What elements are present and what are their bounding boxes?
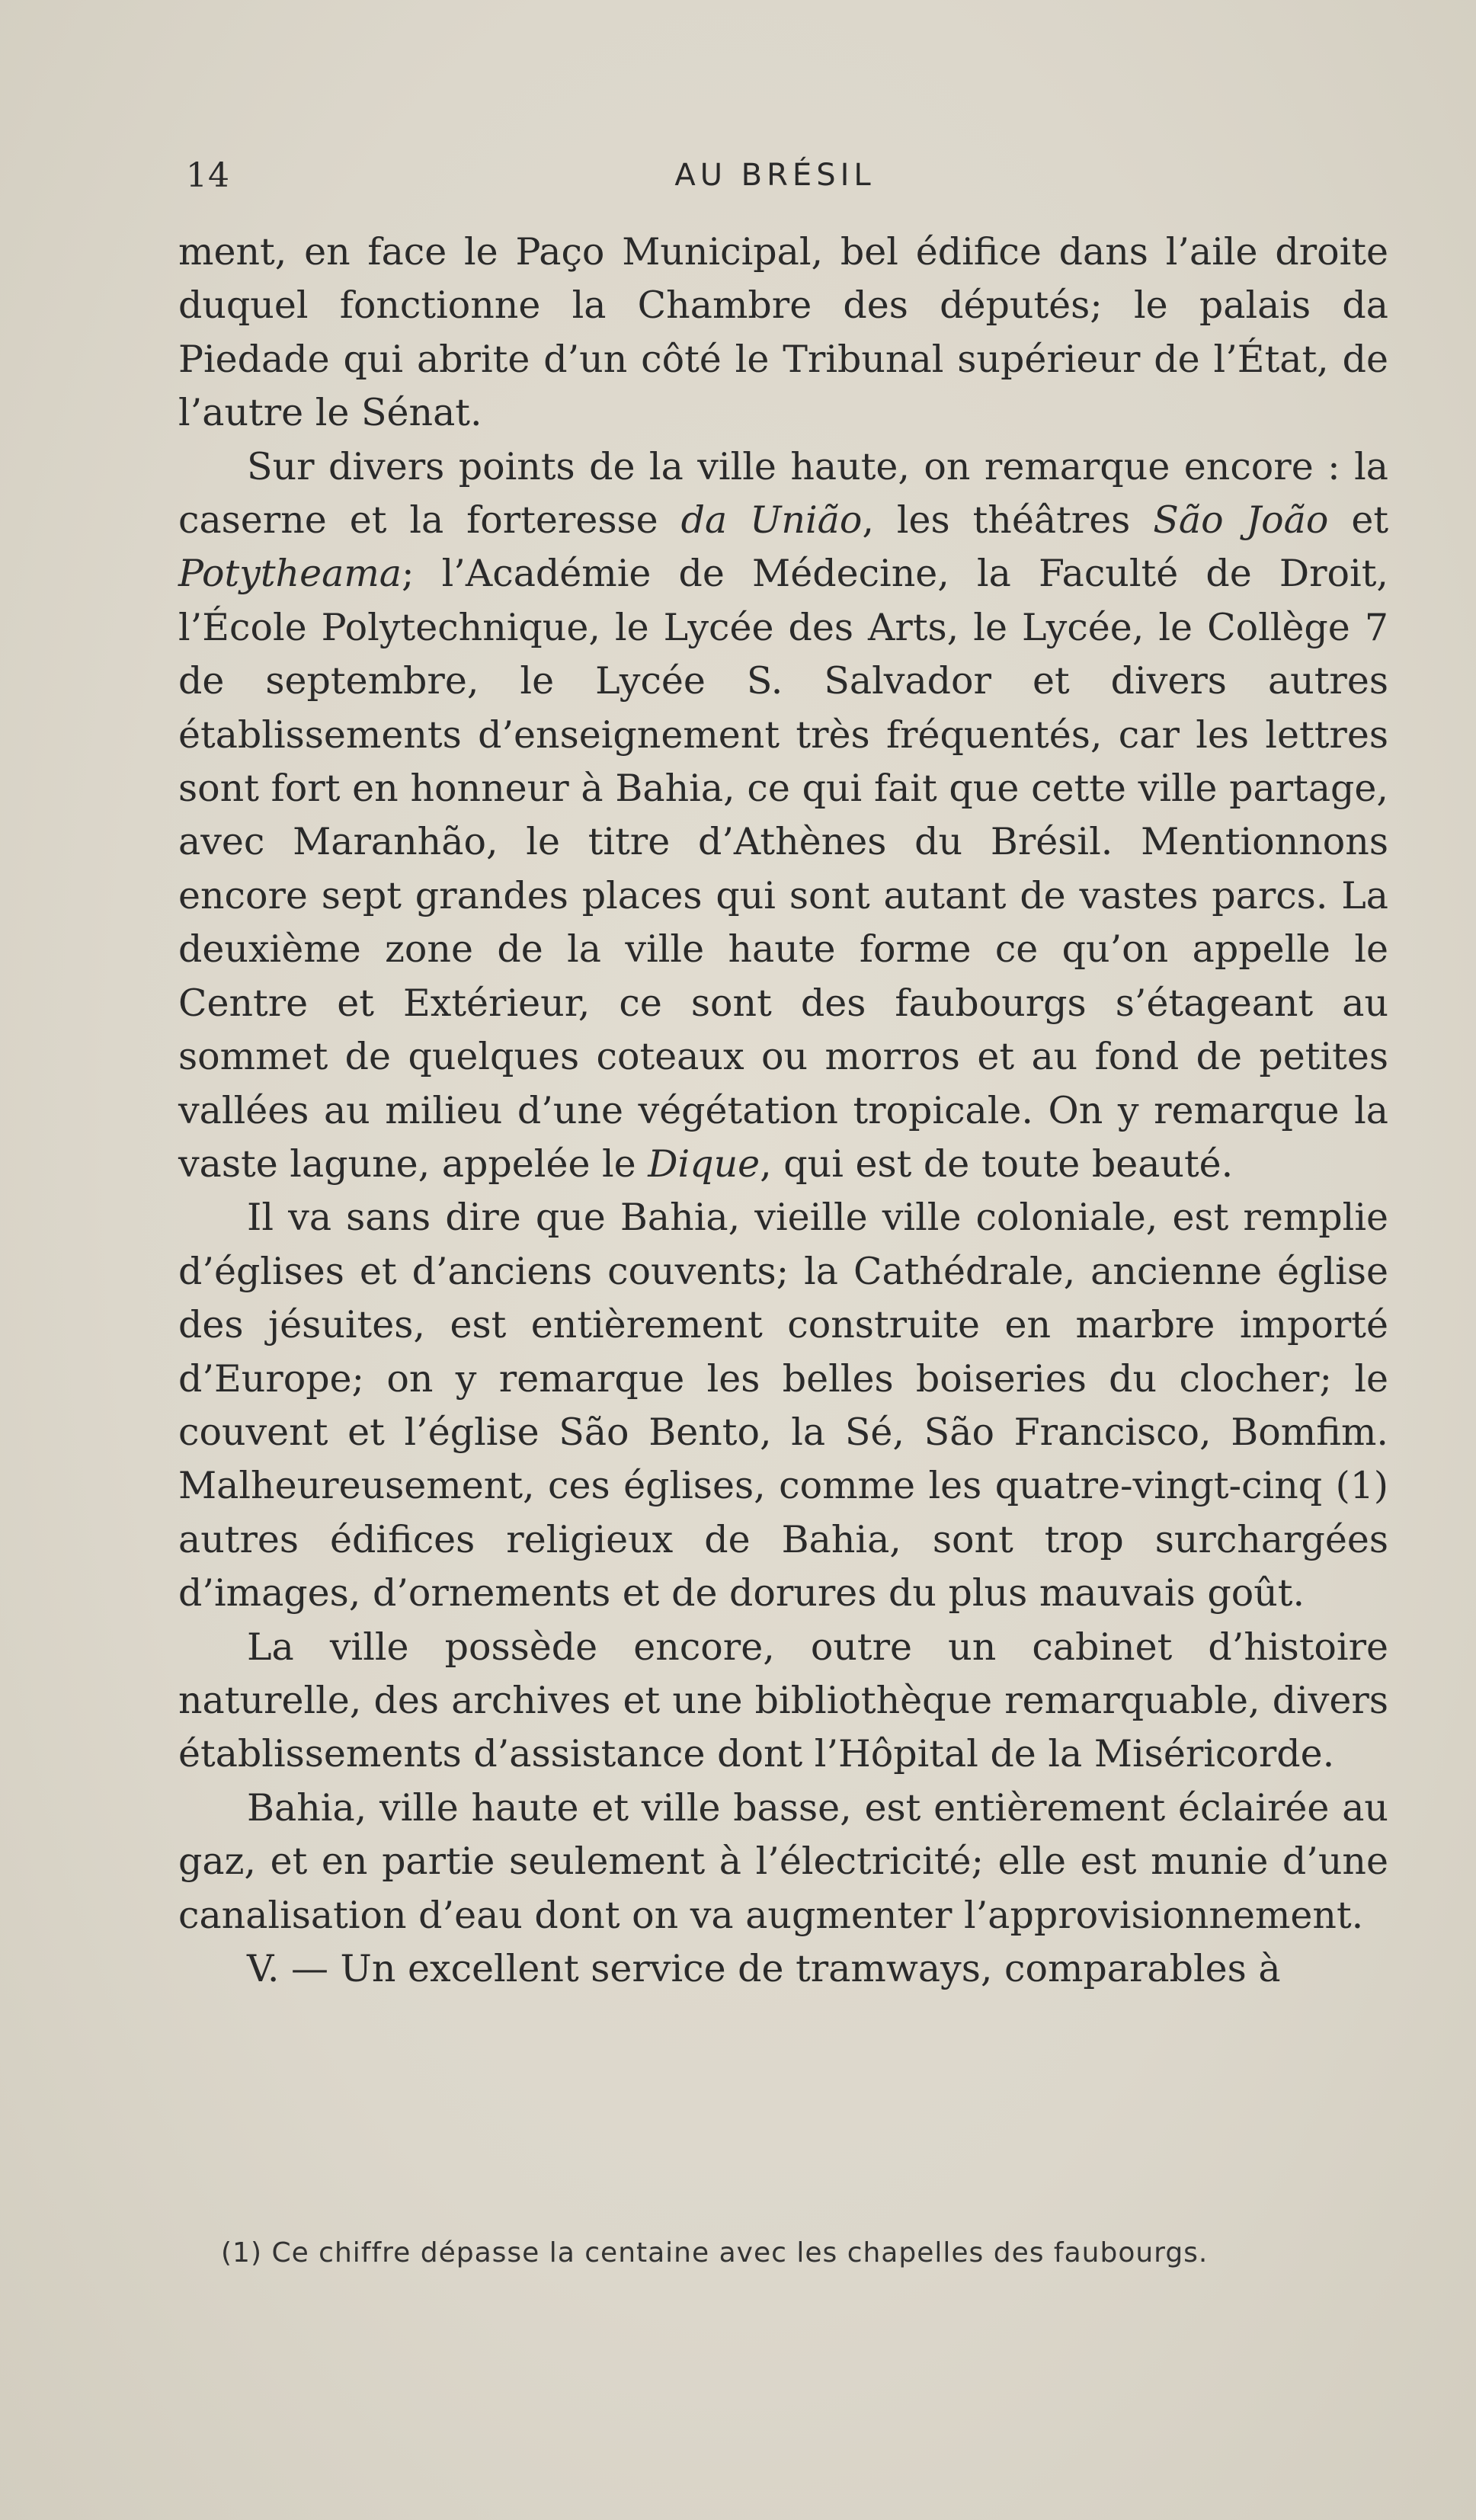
text-run: Sur divers points de la ville haute, on remarque encore : la caserne et la forteresse [178, 444, 1388, 543]
page-header [177, 156, 1373, 202]
text-run: , qui est de toute beauté. [760, 1142, 1234, 1186]
paragraph [178, 440, 1388, 1192]
paragraph [178, 1782, 1388, 1942]
italic-term: São João [1153, 498, 1329, 543]
paragraph [178, 1191, 1388, 1620]
running-head: AU BRÉSIL [674, 158, 876, 193]
page-number: 14 [186, 156, 230, 195]
text-run: Il va sans dire que Bahia, vieille ville coloniale, est remplie d’églises et d’anciens couvents; la Cathédrale, ancienne église des jésuites, est entièrement construite en marbre importé d’Europe; on y remarque les belles boiseries du clocher; le couvent et l’église São Bento, la Sé, São Francisco, Bomfim. Malheureusement, ces églises, comme les quatre-vingt-cinq (1) autres édifices religieux de Bahia, sont trop surchargées d’images, d’ornements et de dorures du plus mauvais goût. [178, 1196, 1388, 1615]
footnote: (1) Ce chiffre dépasse la centaine avec les chapelles des faubourgs. [221, 2237, 1209, 2269]
text-run: La ville possède encore, outre un cabinet d’histoire naturelle, des archives et une bibliothèque remarquable, divers établissements d’assistance dont l’Hôpital de la Miséricorde. [178, 1625, 1388, 1776]
text-run: Bahia, ville haute et ville basse, est entièrement éclairée au gaz, et en partie seulement à l’électricité; elle est munie d’une canalisation d’eau dont on va augmenter l’approvisionnement. [178, 1785, 1388, 1937]
paragraph [178, 1942, 1388, 1996]
text-run: ; l’Académie de Médecine, la Faculté de Droit, l’École Polytechnique, le Lycée des Arts, le Lycée, le Collège 7 de septembre, le Lycée S. Salvador et divers autres établissements d’enseignement très fréquentés, car les lettres sont fort en honneur à Bahia, ce qui fait que cette ville partage, avec Maranhão, le titre d’Athènes du Brésil. Mentionnons encore sept grandes places qui sont autant de vastes parcs. La deuxième zone de la ville haute forme ce qu’on appelle le Centre et Extérieur, ce sont des faubourgs s’étageant au sommet de quelques coteaux ou morros et au fond de petites vallées au milieu d’une végétation tropicale. On y remarque la vaste lagune, appelée le [178, 552, 1388, 1186]
paragraph [178, 226, 1388, 440]
italic-term: Dique [648, 1142, 760, 1186]
text-run: et [1328, 498, 1389, 543]
body-text [178, 226, 1388, 1996]
italic-term: Potytheama [178, 552, 402, 596]
paragraph [178, 1621, 1388, 1782]
italic-term: da União [680, 498, 863, 543]
text-run: ment, en face le Paço Municipal, bel édifice dans l’aile droite duquel fonctionne la Chambre des députés; le palais da Piedade qui abrite d’un côté le Tribunal supérieur de l’État, de l’autre le Sénat. [178, 230, 1388, 435]
text-run: V. — Un excellent service de tramways, comparables à [247, 1947, 1281, 1990]
text-run: , les théâtres [862, 498, 1154, 543]
